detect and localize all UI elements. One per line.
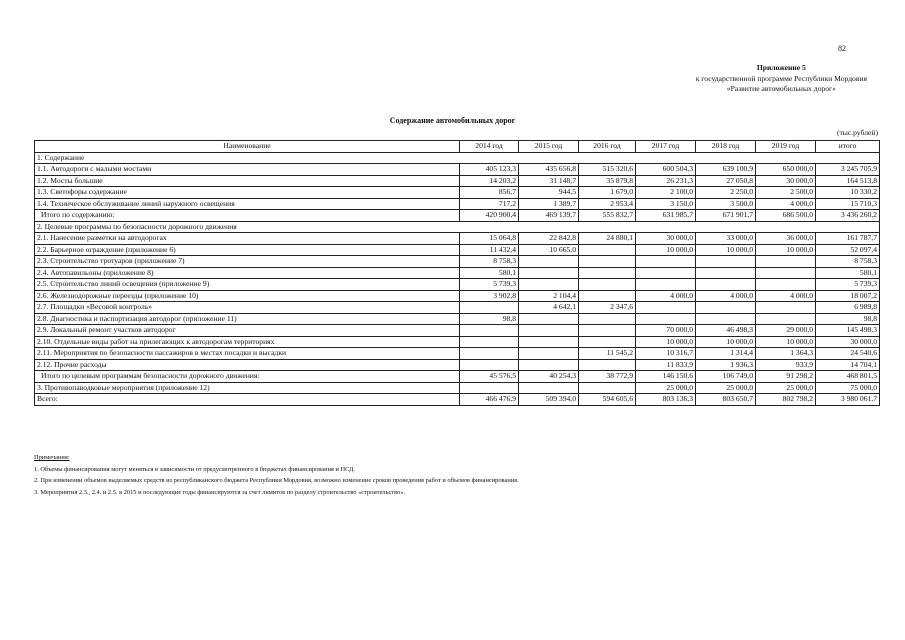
value-cell: 70 000,0 [636,325,696,337]
header-name: Наименование [35,141,460,153]
value-cell: 10 000,0 [696,244,756,256]
table-row [35,382,880,394]
row-name-cell: 1.4. Техническое обслуживание линий наружного освещения [35,198,460,210]
value-cell: 555 832,7 [579,210,636,222]
row-name-cell: 2.3. Строительство тротуаров (приложение 7) [35,256,460,268]
value-cell: 161 787,7 [816,233,880,245]
section-title: 2. Целевые программы по безопасности дорожного движения [35,221,880,233]
value-cell [519,336,579,348]
value-cell [636,279,696,291]
value-cell: 25 000,0 [756,382,816,394]
value-cell: 31 148,7 [519,175,579,187]
value-cell [696,313,756,325]
table-row [35,267,880,279]
notes-heading: Примечания: [34,454,70,461]
row-name-cell: Всего: [35,394,460,406]
value-cell [519,279,579,291]
value-cell: 1 364,3 [756,348,816,360]
value-cell: 803 136,3 [636,394,696,406]
table-row [35,359,880,371]
value-cell: 10 000,0 [636,244,696,256]
row-name-cell: 2.8. Диагностика и паспортизация автодорог (приложение 11) [35,313,460,325]
value-cell [756,302,816,314]
unit-label: (тыс.рублей) [836,128,878,137]
value-cell: 686 500,0 [756,210,816,222]
value-cell [636,267,696,279]
row-name-cell: Итого по целевым программам безопасности дорожного движения: [35,371,460,383]
value-cell: 75 000,0 [816,382,880,394]
value-cell [519,256,579,268]
row-name-cell: Итого по содержанию: [35,210,460,222]
value-cell [519,359,579,371]
document-title: Содержание автомобильных дорог [389,116,516,125]
value-cell: 15 710,3 [816,198,880,210]
value-cell: 2 100,0 [636,187,696,199]
value-cell [579,313,636,325]
row-name-cell: 2.1. Нанесение разметки на автодорогах [35,233,460,245]
note-2: 2. При изменении объемов выделяемых средств из республиканского бюджета Республики Мордовия, возможно изменение сроков проведения работ и объемов финансирования. [34,477,519,485]
value-cell: 803 650,7 [696,394,756,406]
header-2018: 2018 год [696,141,756,153]
value-cell: 2 953,4 [579,198,636,210]
notes [34,452,519,498]
value-cell: 856,7 [460,187,519,199]
row-name-cell: 2.12. Прочие расходы [35,359,460,371]
value-cell: 4 000,0 [636,290,696,302]
value-cell: 3 150,0 [636,198,696,210]
table-row [35,198,880,210]
value-cell: 405 123,3 [460,164,519,176]
table-row [35,302,880,314]
value-cell: 4 642,1 [519,302,579,314]
row-name-cell: 2.4. Автопавильоны (приложение 8) [35,267,460,279]
value-cell [579,359,636,371]
value-cell: 52 097,4 [816,244,880,256]
value-cell [519,325,579,337]
value-cell: 515 320,6 [579,164,636,176]
value-cell: 435 656,8 [519,164,579,176]
value-cell: 468 801,5 [816,371,880,383]
value-cell [519,267,579,279]
value-cell [579,290,636,302]
value-cell: 639 100,9 [696,164,756,176]
value-cell: 45 576,5 [460,371,519,383]
value-cell: 15 064,8 [460,233,519,245]
value-cell: 4 000,0 [696,290,756,302]
table-row [35,348,880,360]
value-cell: 600 504,3 [636,164,696,176]
table-row [35,244,880,256]
value-cell [579,256,636,268]
value-cell: 10 330,2 [816,187,880,199]
value-cell [579,336,636,348]
section-title: 1. Содержание [35,152,880,164]
value-cell [756,267,816,279]
value-cell: 1 314,4 [696,348,756,360]
value-cell: 2 500,0 [756,187,816,199]
value-cell: 944,5 [519,187,579,199]
value-cell: 933,9 [756,359,816,371]
value-cell: 91 298,2 [756,371,816,383]
value-cell: 30 000,0 [816,336,880,348]
value-cell: 580,1 [460,267,519,279]
value-cell [756,279,816,291]
value-cell: 30 000,0 [636,233,696,245]
value-cell: 98,8 [816,313,880,325]
value-cell: 671 901,7 [696,210,756,222]
value-cell: 1 679,0 [579,187,636,199]
value-cell: 4 000,0 [756,198,816,210]
value-cell [460,359,519,371]
value-cell [519,313,579,325]
row-name-cell: 2.2. Барьерное ограждение (приложение 6) [35,244,460,256]
value-cell [460,382,519,394]
value-cell: 145 498,3 [816,325,880,337]
value-cell: 18 007,2 [816,290,880,302]
section-row [35,152,880,164]
value-cell: 594 605,6 [579,394,636,406]
header-total: итого [816,141,880,153]
value-cell: 25 000,0 [696,382,756,394]
value-cell: 27 050,8 [696,175,756,187]
value-cell: 25 000,0 [636,382,696,394]
appendix-line-2: «Развитие автомобильных дорог» [726,84,836,93]
table-row [35,336,880,348]
value-cell: 1 389,7 [519,198,579,210]
value-cell: 98,8 [460,313,519,325]
header-2015: 2015 год [519,141,579,153]
row-name-cell: 1.3. Светофоры содержание [35,187,460,199]
value-cell: 164 513,8 [816,175,880,187]
row-name-cell: 2.7. Площадки «Весовой контроль» [35,302,460,314]
value-cell: 580,1 [816,267,880,279]
value-cell: 1 936,3 [696,359,756,371]
value-cell [696,279,756,291]
value-cell: 5 739,3 [460,279,519,291]
value-cell: 509 394,0 [519,394,579,406]
table-row [35,256,880,268]
value-cell [696,302,756,314]
header-2019: 2019 год [756,141,816,153]
value-cell: 146 150,6 [636,371,696,383]
value-cell: 24 880,1 [579,233,636,245]
value-cell [696,267,756,279]
header-2014: 2014 год [460,141,519,153]
value-cell: 3 436 260,2 [816,210,880,222]
value-cell: 8 758,3 [816,256,880,268]
value-cell [579,382,636,394]
value-cell: 3 245 705,9 [816,164,880,176]
value-cell: 22 842,8 [519,233,579,245]
value-cell: 650 000,0 [756,164,816,176]
row-name-cell: 2.11. Мероприятия по безопасности пассажиров в местах посадки и высадки [35,348,460,360]
value-cell: 11 833,9 [636,359,696,371]
value-cell [519,348,579,360]
table-row [35,371,880,383]
table-row [35,394,880,406]
value-cell: 5 739,3 [816,279,880,291]
value-cell [579,279,636,291]
value-cell: 466 476,9 [460,394,519,406]
value-cell: 10 316,7 [636,348,696,360]
value-cell [460,302,519,314]
value-cell: 4 000,0 [756,290,816,302]
value-cell: 469 139,7 [519,210,579,222]
value-cell: 10 665,0 [519,244,579,256]
value-cell [460,336,519,348]
value-cell: 24 540,6 [816,348,880,360]
value-cell: 106 749,0 [696,371,756,383]
row-name-cell: 1.1. Автодороги с малыми мостами [35,164,460,176]
value-cell [756,313,816,325]
value-cell: 2 250,0 [696,187,756,199]
value-cell [460,325,519,337]
table-row [35,325,880,337]
row-name-cell: 2.10. Отдельные виды работ на прилегающих к автодорогам территориях [35,336,460,348]
value-cell: 46 498,3 [696,325,756,337]
row-name-cell: 2.6. Железнодорожные переезды (приложение 10) [35,290,460,302]
value-cell: 802 798,2 [756,394,816,406]
row-name-cell: 1.2. Мосты большие [35,175,460,187]
table-row [35,233,880,245]
note-3: 3. Мероприятия 2.3., 2.4. и 2.5. в 2015 и последующие годы финансируются за счет лимитов по разделу строительство «строительство». [34,488,406,496]
value-cell: 3 902,8 [460,290,519,302]
value-cell: 10 000,0 [696,336,756,348]
value-cell: 3 500,0 [696,198,756,210]
value-cell: 11 545,2 [579,348,636,360]
table-body [35,152,880,405]
value-cell [696,256,756,268]
value-cell: 14 704,1 [816,359,880,371]
value-cell: 38 772,9 [579,371,636,383]
row-name-cell: 3. Противопаводковые мероприятия (приложение 12) [35,382,460,394]
value-cell [636,313,696,325]
value-cell: 3 980 061,7 [816,394,880,406]
header-2017: 2017 год [636,141,696,153]
value-cell: 2 347,6 [579,302,636,314]
section-row [35,221,880,233]
value-cell: 8 758,3 [460,256,519,268]
appendix-line-1: к государственной программе Республики Мордовия [695,73,867,83]
value-cell: 2 104,4 [519,290,579,302]
value-cell: 10 000,0 [636,336,696,348]
value-cell: 36 000,0 [756,233,816,245]
table-row [35,187,880,199]
value-cell: 29 000,0 [756,325,816,337]
row-name-cell: 2.5. Строительство линий освещения (приложение 9) [35,279,460,291]
table-row [35,164,880,176]
table-row [35,313,880,325]
value-cell: 40 254,3 [519,371,579,383]
value-cell: 30 000,0 [756,175,816,187]
appendix-header [696,63,867,95]
value-cell [460,348,519,360]
value-cell [636,256,696,268]
table-row [35,279,880,291]
value-cell [756,256,816,268]
table-row [35,210,880,222]
page-number: 82 [838,44,846,53]
value-cell [579,325,636,337]
value-cell [519,382,579,394]
value-cell: 11 432,4 [460,244,519,256]
value-cell [579,267,636,279]
row-name-cell: 2.9. Локальный ремонт участков автодорог [35,325,460,337]
value-cell [636,302,696,314]
note-1: 1. Объемы финансирования могут меняться в зависимости от предусмотренного в бюджетах финансирования и ПСД. [34,465,355,473]
value-cell: 26 231,3 [636,175,696,187]
value-cell: 14 203,2 [460,175,519,187]
value-cell: 420 900,4 [460,210,519,222]
value-cell: 10 000,0 [756,244,816,256]
value-cell: 33 000,0 [696,233,756,245]
value-cell [579,244,636,256]
value-cell: 6 989,8 [816,302,880,314]
table-row [35,175,880,187]
table-header-row [35,141,880,153]
value-cell: 10 000,0 [756,336,816,348]
budget-table [34,140,880,406]
header-2016: 2016 год [579,141,636,153]
value-cell: 631 985,7 [636,210,696,222]
appendix-title: Приложение 5 [756,63,806,72]
value-cell: 717,2 [460,198,519,210]
table-row [35,290,880,302]
value-cell: 35 879,8 [579,175,636,187]
